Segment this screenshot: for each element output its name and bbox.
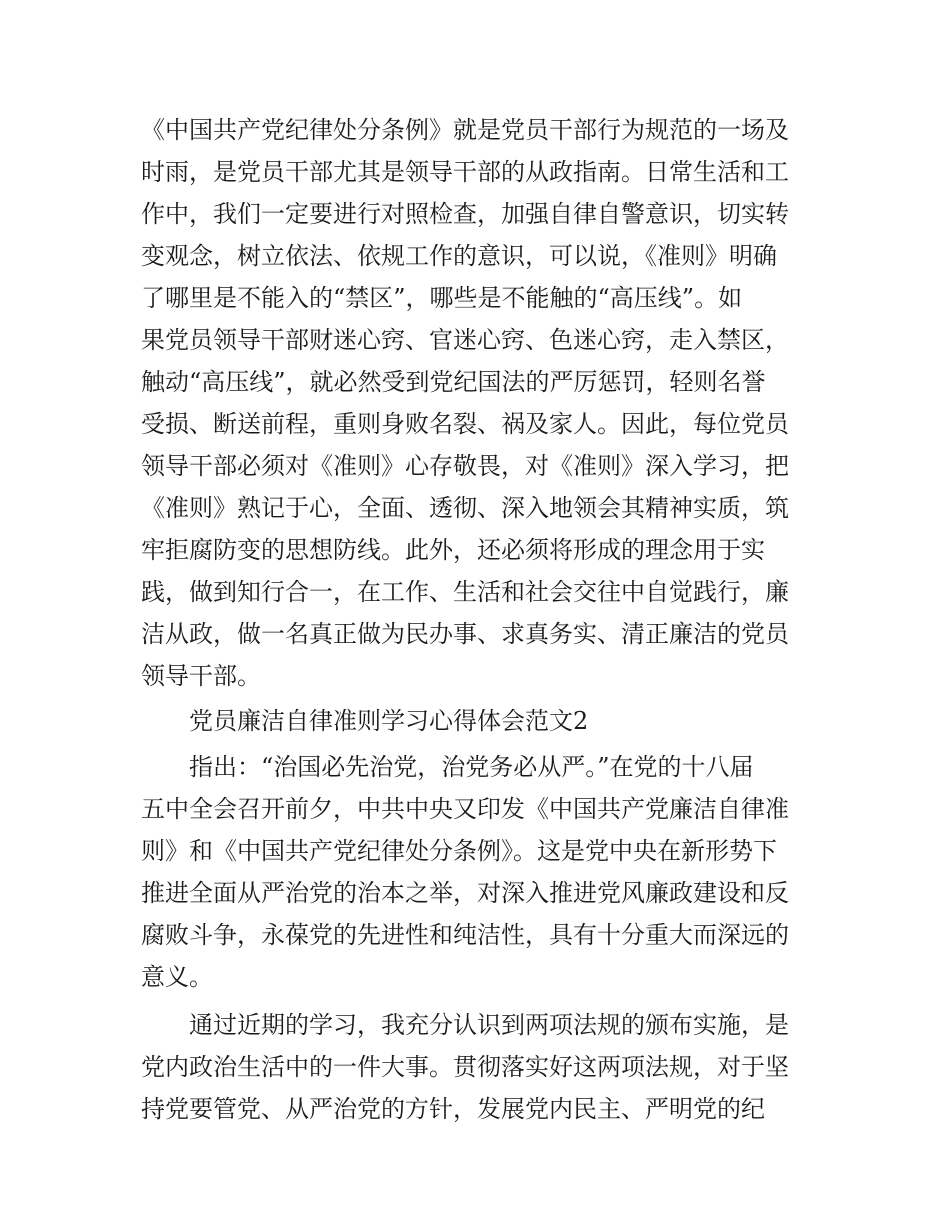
heading-text: 党员廉洁自律准则学习心得体会范文2 bbox=[189, 707, 589, 735]
text-line: 领导干部。 bbox=[141, 662, 261, 690]
text-line: 通过近期的学习，我充分认识到两项法规的颁布实施，是 bbox=[189, 1011, 789, 1039]
text-line: 受损、断送前程，重则身败名裂、祸及家人。因此，每位党员 bbox=[141, 410, 789, 438]
text-line: 变观念，树立依法、依规工作的意识，可以说，《准则》明确 bbox=[141, 242, 777, 270]
text-line: 则》和《中国共产党纪律处分条例》。这是党中央在新形势下 bbox=[141, 837, 777, 865]
text-line: 推进全面从严治党的治本之举，对深入推进党风廉政建设和反 bbox=[141, 879, 789, 907]
text-line: 五中全会召开前夕，中共中央又印发《中国共产党廉洁自律准 bbox=[141, 795, 789, 823]
text-line: 践，做到知行合一，在工作、生活和社会交往中自觉践行，廉 bbox=[141, 578, 789, 606]
paragraph-3 bbox=[141, 1004, 816, 1130]
paragraph-2 bbox=[141, 746, 816, 998]
text-line: 领导干部必须对《准则》心存敬畏，对《准则》深入学习，把 bbox=[141, 452, 789, 480]
text-line: 党内政治生活中的一件大事。贯彻落实好这两项法规，对于坚 bbox=[141, 1053, 789, 1081]
text-line: 果党员领导干部财迷心窍、官迷心窍、色迷心窍，走入禁区， bbox=[141, 326, 789, 354]
text-line: 《准则》熟记于心，全面、透彻、深入地领会其精神实质，筑 bbox=[141, 494, 789, 522]
text-line: 牢拒腐防变的思想防线。此外，还必须将形成的理念用于实 bbox=[141, 536, 765, 564]
text-line: 指出：“治国必先治党，治党务必从严。”在党的十八届 bbox=[189, 753, 754, 781]
text-line: 持党要管党、从严治党的方针，发展党内民主、严明党的纪 bbox=[141, 1095, 765, 1123]
paragraph-1 bbox=[141, 109, 816, 697]
text-line: 触动“高压线”，就必然受到党纪国法的严厉惩罚，轻则名誉 bbox=[141, 368, 766, 396]
text-line: 《中国共产党纪律处分条例》就是党员干部行为规范的一场及 bbox=[141, 116, 789, 144]
text-line: 了哪里是不能入的“禁区”，哪些是不能触的“高压线”。如 bbox=[141, 284, 743, 312]
text-line: 洁从政，做一名真正做为民办事、求真务实、清正廉洁的党员 bbox=[141, 620, 789, 648]
text-line: 意义。 bbox=[141, 963, 213, 991]
text-line: 腐败斗争，永葆党的先进性和纯洁性，具有十分重大而深远的 bbox=[141, 921, 789, 949]
section-heading bbox=[141, 700, 816, 742]
text-line: 时雨，是党员干部尤其是领导干部的从政指南。日常生活和工 bbox=[141, 158, 789, 186]
text-line: 作中，我们一定要进行对照检查，加强自律自警意识，切实转 bbox=[141, 200, 789, 228]
